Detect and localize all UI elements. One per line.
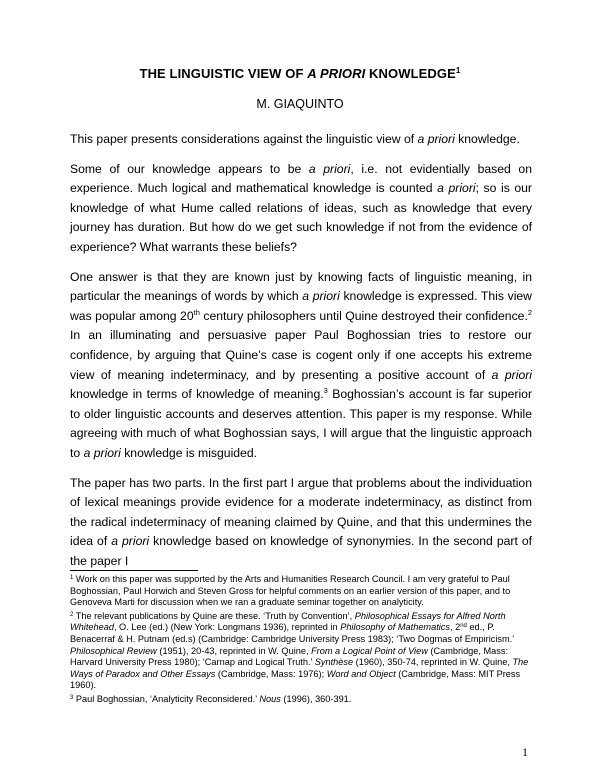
- footnote-2: $^2$ The relevant publications by Quine are these. ‘Truth by Convention’, Philosophical Essays for Alfred North Whitehead, O. Lee (ed.) (New York: Longmans 1936), reprinted in Philosophy of Mathematics, 2nd ed., P. Benacerraf & H. Putnam (ed.s) (Cambridge: Cambridge University Press 1983); ‘Two Dogmas of Empiricism.’ Philosophical Review (1951), 20-43, reprinted in W. Quine, From a Logical Point of View (Cambridge, Mass: Harvard University Press 1980); ‘Carnap and Logical Truth.’ Synthèse (1960), 350-74, reprinted in W. Quine, The Ways of Paradox and Other Essays (Cambridge, Mass: 1976); Word and Object (Cambridge, Mass: MIT Press 1960).: [70, 610, 529, 691]
- page-number: 1: [522, 745, 528, 759]
- paragraph-4: The paper has two parts. In the first part I argue that problems about the individuation of lexical meanings provide evidence for a moderate indeterminacy, as distinct from the radical indeterminacy of meaning claimed by Quine, and that this undermines the idea of a priori knowledge based on knowledge of synonymies. In the second part of the paper I: [70, 475, 532, 568]
- footnote-rule: [70, 570, 198, 571]
- footnotes: [70, 574, 532, 708]
- footnote-1: $^1$ Work on this paper was supported by the Arts and Humanities Research Council. I am very grateful to Paul Boghossian, Paul Horwich and Steven Gross for helpful comments on an earlier version of this paper, and to Genoveva Marti for discussion when we ran a graduate seminar together on analyticity.: [70, 574, 511, 608]
- paper-title: THE LINGUISTIC VIEW OF A PRIORI KNOWLEDGE$^1$: [139, 66, 461, 81]
- footnote-3: $^3$ Paul Boghossian, ‘Analyticity Reconsidered.’ Nous (1996), 360-391.: [70, 693, 352, 704]
- paragraph-1: This paper presents considerations against the linguistic view of a priori knowledge.: [70, 132, 520, 146]
- footnote-marker: 2: [527, 307, 532, 317]
- footnote-marker: 1: [455, 66, 461, 75]
- paragraph-3: One answer is that they are known just by knowing facts of linguistic meaning, in particular the meanings of words by which a priori knowledge is expressed. This view was popular among 20th century philosophers until Quine destroyed their confidence.$^2$ In an illuminating and persuasive paper Paul Boghossian tries to restore our confidence, by arguing that Quine’s case is cogent only if one accepts his extreme view of meaning indeterminacy, and by presenting a positive account of a priori knowledge in terms of knowledge of meaning.$^3$ Boghossian’s account is far superior to older linguistic accounts and deserves attention. This paper is my response. While agreeing with much of what Boghossian says, I will argue that the linguistic approach to a priori knowledge is misguided.: [70, 269, 532, 460]
- footnote-marker: 3: [323, 386, 328, 396]
- body-text: [70, 130, 532, 581]
- author-name: M. GIAQUINTO: [256, 97, 344, 111]
- paragraph-2: Some of our knowledge appears to be a priori, i.e. not evidentially based on experience. Much logical and mathematical knowledge is counted a priori; so is our knowledge of what Hume called relations of ideas, such as knowledge that every journey has duration. But how do we get such knowledge if not from the evidence of experience? What warrants these beliefs?: [70, 161, 532, 254]
